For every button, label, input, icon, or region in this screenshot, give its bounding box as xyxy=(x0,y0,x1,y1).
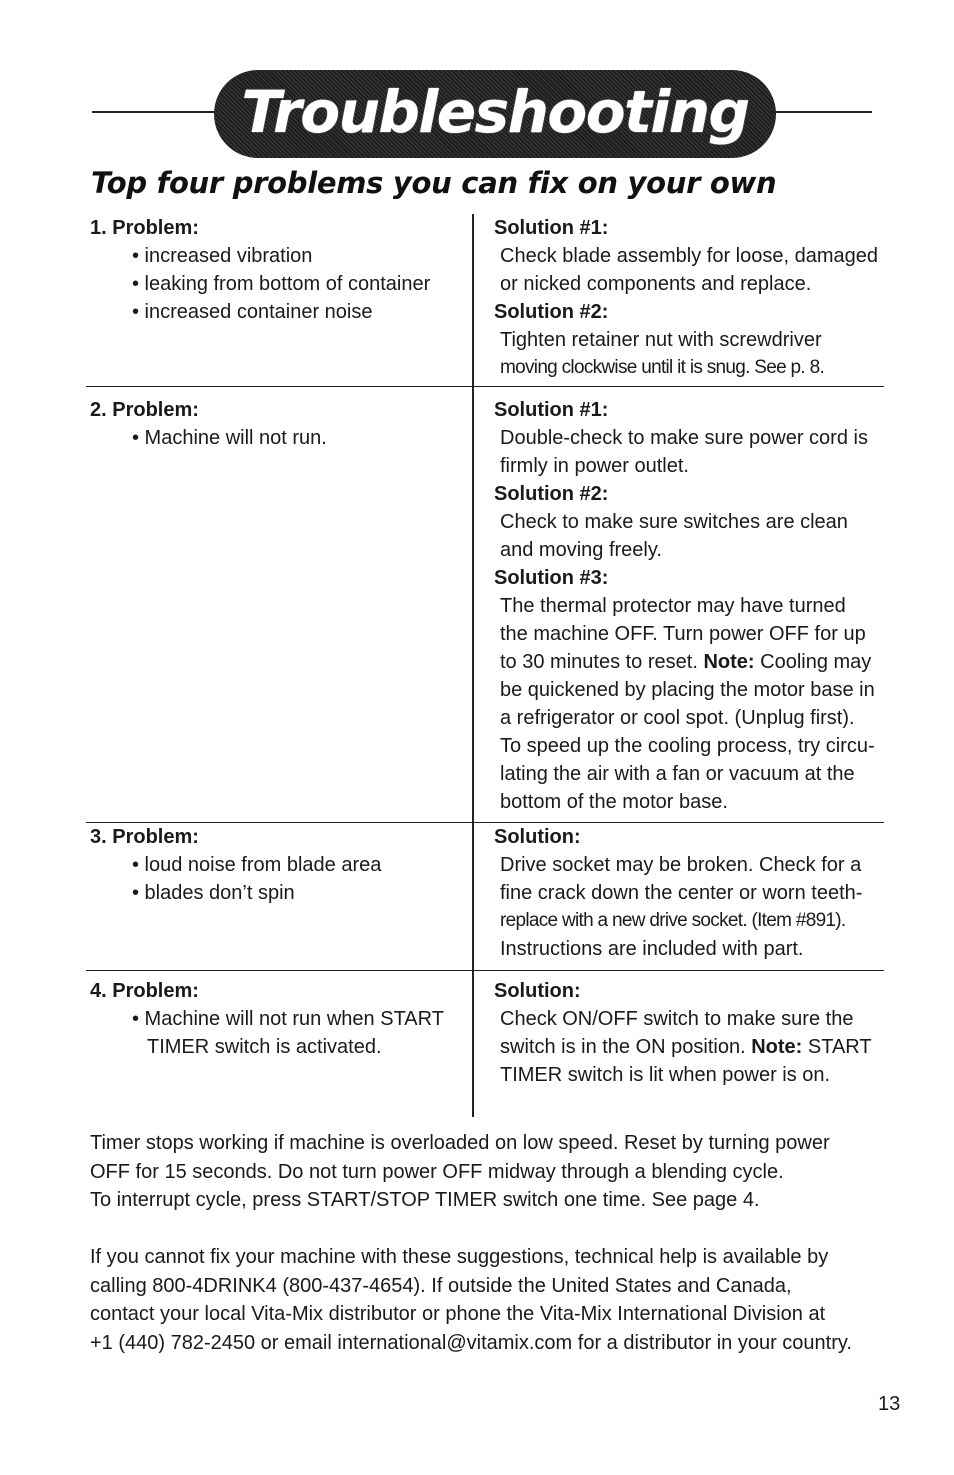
note-label: Note: xyxy=(751,1036,803,1058)
note-line: contact your local Vita-Mix distributor or phone the Vita-Mix International Division at xyxy=(90,1303,826,1325)
solution-heading: Solution: xyxy=(494,980,581,1002)
solution-line: be quickened by placing the motor base in xyxy=(500,679,875,701)
solution-text: to 30 minutes to reset. xyxy=(500,651,698,673)
solution-line: the machine OFF. Turn power OFF for up xyxy=(500,623,866,645)
solution-line: Double-check to make sure power cord is xyxy=(500,427,868,449)
note-line: Timer stops working if machine is overloaded on low speed. Reset by turning power xyxy=(90,1132,830,1154)
note-label: Note: xyxy=(703,651,755,673)
problem-heading: 4. Problem: xyxy=(90,980,199,1002)
solution-heading: Solution #1: xyxy=(494,217,609,239)
solution-line: fine crack down the center or worn teeth- xyxy=(500,882,863,904)
problem-cell-1 xyxy=(90,214,430,326)
note-line: To interrupt cycle, press START/STOP TIMER switch one time. See page 4. xyxy=(90,1189,760,1211)
section-subtitle: Top four problems you can fix on your own xyxy=(91,166,777,200)
solution-line: Drive socket may be broken. Check for a xyxy=(500,854,862,876)
solution-line xyxy=(494,1033,872,1061)
solution-cell-1 xyxy=(494,214,878,382)
problem-item: • Machine will not run. xyxy=(132,427,327,449)
solution-cell-2 xyxy=(494,396,875,816)
solution-line: Check blade assembly for loose, damaged xyxy=(500,245,878,267)
problem-item: • leaking from bottom of container xyxy=(132,273,431,295)
solution-heading: Solution #1: xyxy=(494,399,609,421)
solution-heading: Solution #2: xyxy=(494,483,609,505)
solution-line: Check ON/OFF switch to make sure the xyxy=(500,1008,854,1030)
solution-cell-3 xyxy=(494,823,862,963)
problem-item: TIMER switch is activated. xyxy=(147,1036,382,1058)
solution-line: firmly in power outlet. xyxy=(500,455,689,477)
problem-item: • increased container noise xyxy=(132,301,373,323)
problem-heading: 3. Problem: xyxy=(90,826,199,848)
problem-cell-2 xyxy=(90,396,327,452)
solution-line: To speed up the cooling process, try circu- xyxy=(500,735,875,757)
solution-line: TIMER switch is lit when power is on. xyxy=(500,1064,831,1086)
help-note xyxy=(90,1243,852,1357)
problem-cell-4 xyxy=(90,977,444,1061)
row-divider xyxy=(86,970,884,971)
solution-text: switch is in the ON position. xyxy=(500,1036,746,1058)
solution-line: and moving freely. xyxy=(500,539,662,561)
problem-item: • loud noise from blade area xyxy=(132,854,382,876)
solution-text: Cooling may xyxy=(760,651,872,673)
solution-line xyxy=(494,648,875,676)
row-divider xyxy=(86,386,884,387)
problem-item: • increased vibration xyxy=(132,245,313,267)
note-line: If you cannot fix your machine with these suggestions, technical help is available by xyxy=(90,1246,829,1268)
problem-heading: 2. Problem: xyxy=(90,399,199,421)
solution-cell-4 xyxy=(494,977,872,1089)
problem-item: • blades don’t spin xyxy=(132,882,295,904)
problem-item: • Machine will not run when START xyxy=(132,1008,444,1030)
problem-heading: 1. Problem: xyxy=(90,217,199,239)
solution-line: bottom of the motor base. xyxy=(500,791,728,813)
solution-heading: Solution #2: xyxy=(494,301,609,323)
page-title: Troubleshooting xyxy=(241,78,749,146)
solution-text: START xyxy=(807,1036,872,1058)
table-column-divider xyxy=(472,214,474,1117)
solution-line: moving clockwise until it is snug. See p. 8. xyxy=(500,357,825,378)
solution-line: Check to make sure switches are clean xyxy=(500,511,848,533)
solution-line: Tighten retainer nut with screwdriver xyxy=(500,329,822,351)
note-line: +1 (440) 782-2450 or email international@vitamix.com for a distributor in your country. xyxy=(90,1331,852,1354)
solution-line: Instructions are included with part. xyxy=(500,938,804,960)
page-number: 13 xyxy=(878,1393,901,1415)
timer-note xyxy=(90,1129,830,1215)
solution-heading: Solution #3: xyxy=(494,567,609,589)
solution-line: or nicked components and replace. xyxy=(500,273,812,295)
title-banner xyxy=(214,70,776,158)
solution-line: a refrigerator or cool spot. (Unplug first). xyxy=(500,707,855,729)
solution-line: replace with a new drive socket. (Item #891). xyxy=(500,910,846,931)
header-rule-right xyxy=(770,111,872,113)
note-line: calling 800-4DRINK4 (800-437-4654). If outside the United States and Canada, xyxy=(90,1274,792,1297)
solution-line: The thermal protector may have turned xyxy=(500,595,846,617)
solution-line: lating the air with a fan or vacuum at the xyxy=(500,763,855,785)
header-rule-left xyxy=(92,111,222,113)
note-line: OFF for 15 seconds. Do not turn power OFF midway through a blending cycle. xyxy=(90,1160,784,1183)
problem-cell-3 xyxy=(90,823,381,907)
solution-heading: Solution: xyxy=(494,826,581,848)
